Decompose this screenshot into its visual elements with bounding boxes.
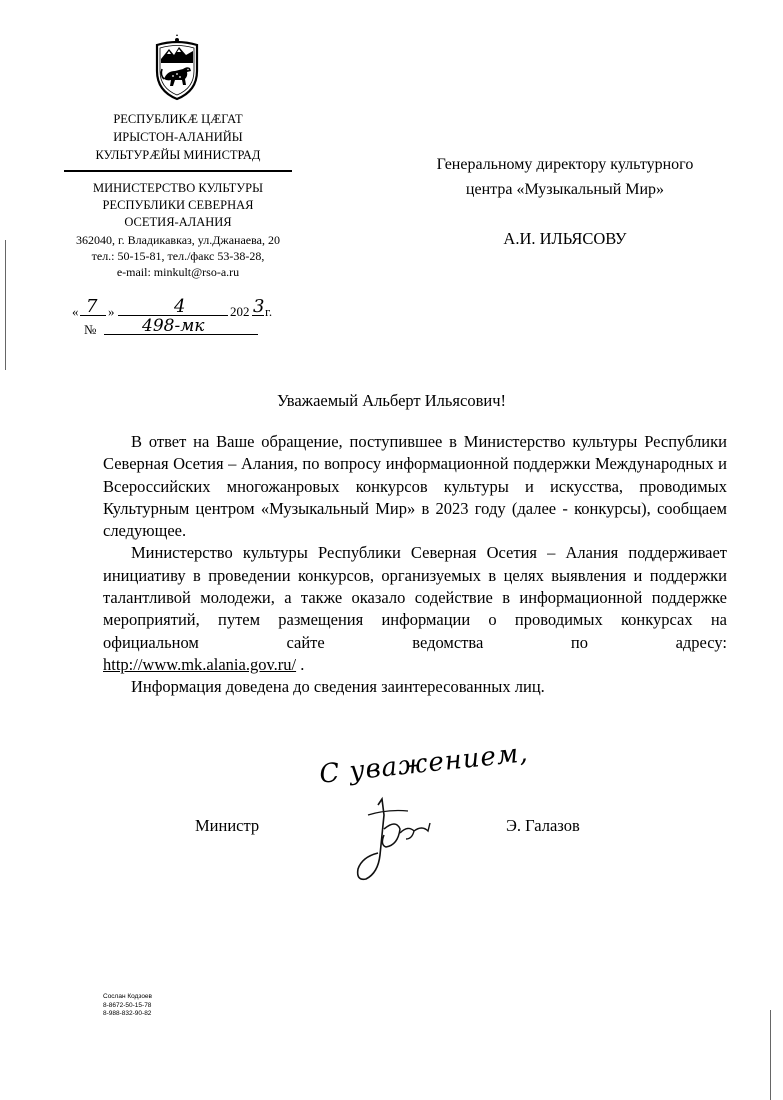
handwritten-closing: С уважением,	[318, 738, 530, 790]
header-address	[52, 232, 304, 280]
signatory-name: Э. Галазов	[506, 816, 580, 835]
address-line: тел.: 50-15-81, тел./факс 53-38-28,	[91, 249, 265, 263]
date-day: 7	[86, 296, 98, 317]
registration-number: 498-мк	[142, 316, 205, 336]
executor-line: 8-8672-50-15-78	[103, 1001, 152, 1009]
scan-edge-left	[5, 240, 6, 370]
recipient-line: центра «Музыкальный Мир»	[465, 181, 665, 198]
executor-info	[103, 993, 152, 1019]
header-ossetian-line: РЕСПУБЛИКӔ ЦӔГАТ	[113, 112, 243, 126]
coat-of-arms-emblem	[149, 33, 205, 101]
body-paragraph: В ответ на Ваше обращение, поступившее в Министерство культуры Республики Северная Осетия – Алания, по вопросу информационной поддержки Международных и Всероссийских многожанровых конкурсов культуры и искусства, проводимых Культурным центром «Музыкальный Мир» в 2023 году (далее - конкурсы), сообщаем следующее.	[103, 432, 727, 541]
date-close-quote: »	[108, 304, 115, 319]
date-open-quote: «	[72, 304, 79, 319]
registration-block	[72, 296, 302, 340]
handwritten-signature	[338, 795, 448, 885]
date-year-prefix: 202	[230, 304, 250, 319]
number-label: №	[84, 322, 97, 337]
header-ossetian-line: ИРЫСТОН-АЛАНИЙЫ	[113, 130, 243, 144]
date-month: 4	[174, 296, 186, 317]
header-ossetian	[58, 110, 298, 164]
recipient-block	[400, 152, 730, 202]
recipient-name: А.И. ИЛЬЯСОВУ	[503, 229, 627, 248]
address-line: 362040, г. Владикавказ, ул.Джанаева, 20	[76, 233, 280, 247]
address-line: e-mail: minkult@rso-a.ru	[116, 265, 240, 279]
body-punctuation: .	[296, 654, 305, 674]
scan-edge-right	[770, 1010, 771, 1100]
date-year-unit: г.	[265, 304, 273, 319]
header-russian-line: МИНИСТЕРСТВО КУЛЬТУРЫ	[93, 181, 263, 195]
greeting: Уважаемый Альберт Ильясович!	[276, 391, 507, 410]
header-russian	[58, 180, 298, 231]
header-ossetian-line: КУЛЬТУРӔЙЫ МИНИСТРАД	[95, 148, 261, 162]
body-paragraph-end	[103, 654, 727, 676]
header-russian-line: ОСЕТИЯ-АЛАНИЯ	[124, 215, 232, 229]
website-link[interactable]: http://www.mk.alania.gov.ru/	[103, 654, 297, 674]
signatory-title: Министр	[195, 816, 260, 835]
header-divider	[64, 170, 292, 172]
letter-body	[103, 431, 727, 699]
body-paragraph: Информация доведена до сведения заинтересованных лиц.	[131, 677, 545, 697]
executor-line: 8-988-832-90-82	[103, 1010, 152, 1017]
date-year-suffix: 3	[253, 296, 265, 317]
executor-line: Сослан Кодзоев	[103, 993, 153, 1000]
recipient-line: Генеральному директору культурного	[436, 156, 694, 173]
body-paragraph: Министерство культуры Республики Северная Осетия – Алания поддерживает инициативу в проведении конкурсов, организуемых в целях выявления и поддержки талантливой молодежи, а также оказало содействие в информационной поддержке мероприятий, путем размещения информации о проводимых конкурсах на официальном сайте ведомства по адресу:	[103, 543, 727, 652]
header-russian-line: РЕСПУБЛИКИ СЕВЕРНАЯ	[102, 198, 254, 212]
